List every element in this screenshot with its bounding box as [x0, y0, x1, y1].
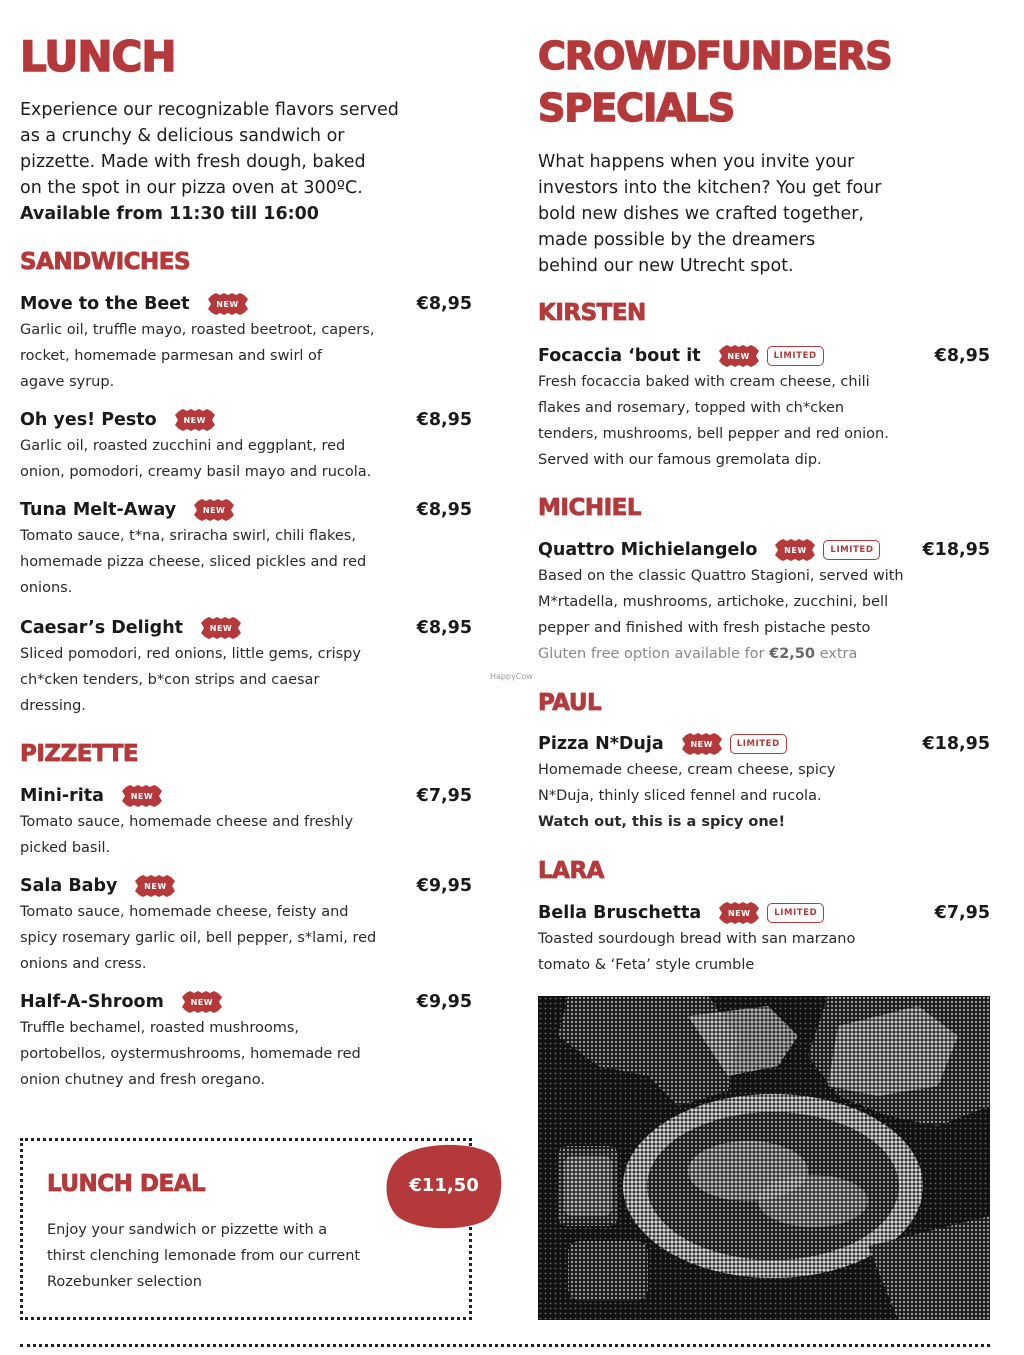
item-price: €8,95: [416, 500, 472, 520]
menu-item: [538, 731, 990, 835]
item-name: Bella Bruschetta: [538, 903, 702, 923]
item-name: Half-A-Shroom: [20, 992, 164, 1012]
new-badge: NEW: [135, 875, 175, 897]
bottom-divider: [20, 1344, 990, 1347]
new-badge: NEW: [122, 785, 162, 807]
item-price: €7,95: [934, 903, 990, 923]
menu-item: [538, 900, 990, 978]
new-badge: NEW: [775, 539, 815, 561]
spicy-warning: Watch out, this is a spicy one!: [538, 814, 786, 830]
lunch-intro: [20, 97, 472, 227]
pizzette-title: PIZZETTE: [20, 741, 139, 767]
menu-item: [20, 989, 472, 1093]
pizza-photo: [538, 996, 990, 1320]
lunch-deal-description: Enjoy your sandwich or pizzette with a thirst clenching lemonade from our current Rozebunker selection: [47, 1222, 361, 1290]
lunch-intro-line: as a crunchy & delicious sandwich or: [20, 126, 345, 146]
item-name: Oh yes! Pesto: [20, 410, 157, 430]
item-price: €18,95: [922, 734, 990, 754]
limited-badge: LIMITED: [767, 346, 824, 366]
section-title-paul: PAUL: [538, 690, 602, 716]
lunch-deal-title: LUNCH DEAL: [47, 1171, 206, 1197]
new-badge: NEW: [194, 499, 234, 521]
lunch-intro-line: pizzette. Made with fresh dough, baked: [20, 152, 366, 172]
item-name: Mini-rita: [20, 786, 104, 806]
item-name: Caesar’s Delight: [20, 618, 184, 638]
menu-item: [20, 783, 472, 861]
item-name: Sala Baby: [20, 876, 118, 896]
limited-badge: LIMITED: [767, 903, 824, 923]
gluten-free-note: Gluten free option available for €2,50 extra: [538, 646, 858, 662]
sandwiches-title: SANDWICHES: [20, 249, 191, 275]
availability-hours: Available from 11:30 till 16:00: [20, 204, 319, 224]
item-description: Tomato sauce, homemade cheese and freshly picked basil.: [20, 814, 354, 856]
item-price: €9,95: [416, 876, 472, 896]
item-name: Move to the Beet: [20, 294, 190, 314]
menu-item: [20, 615, 472, 719]
new-badge: NEW: [719, 345, 759, 367]
item-description: Toasted sourdough bread with san marzano tomato & ‘Feta’ style crumble: [538, 931, 856, 973]
item-description: Homemade cheese, cream cheese, spicy N*Duja, thinly sliced fennel and rucola. Watch out, this is a spicy one!: [538, 757, 990, 835]
item-description: Fresh focaccia baked with cream cheese, chili flakes and rosemary, topped with ch*cken tenders, mushrooms, bell pepper and red onion. Served with our famous gremolata dip.: [538, 374, 889, 468]
menu-item: [20, 497, 472, 601]
new-badge: NEW: [175, 409, 215, 431]
menu-item: [20, 407, 472, 485]
item-price: €8,95: [416, 410, 472, 430]
item-name: Quattro Michielangelo: [538, 540, 758, 560]
item-price: €9,95: [416, 992, 472, 1012]
new-badge: NEW: [719, 902, 759, 924]
item-name: Tuna Melt-Away: [20, 500, 177, 520]
new-badge: NEW: [201, 617, 241, 639]
lunch-title: LUNCH: [20, 32, 176, 81]
new-badge: NEW: [208, 293, 248, 315]
lunch-intro-line: on the spot in our pizza oven at 300ºC.: [20, 178, 363, 198]
item-price: €18,95: [922, 540, 990, 560]
limited-badge: LIMITED: [823, 540, 880, 560]
item-name: Focaccia ‘bout it: [538, 346, 701, 366]
menu-item: [538, 343, 990, 473]
item-price: €8,95: [416, 618, 472, 638]
item-price: €8,95: [416, 294, 472, 314]
lunch-intro-line: Experience our recognizable flavors served: [20, 100, 399, 120]
new-badge: NEW: [682, 733, 722, 755]
section-title-lara: LARA: [538, 858, 604, 884]
section-title-michiel: MICHIEL: [538, 495, 641, 521]
item-description: Garlic oil, roasted zucchini and eggplant, red onion, pomodori, creamy basil mayo and rucola.: [20, 438, 372, 480]
new-badge: NEW: [182, 991, 222, 1013]
item-description: Garlic oil, truffle mayo, roasted beetroot, capers, rocket, homemade parmesan and swirl of agave syrup.: [20, 322, 375, 390]
happycow-watermark: HappyCow: [490, 672, 533, 681]
item-description: Tomato sauce, t*na, sriracha swirl, chili flakes, homemade pizza cheese, sliced pickles and red onions.: [20, 528, 367, 596]
menu-item: [20, 873, 472, 977]
item-description: Truffle bechamel, roasted mushrooms, portobellos, oystermushrooms, homemade red onion chutney and fresh oregano.: [20, 1020, 361, 1088]
lunch-deal-price: €11,50: [409, 1174, 479, 1196]
menu-item: [20, 291, 472, 395]
item-name: Pizza N*Duja: [538, 734, 664, 754]
item-price: €8,95: [934, 346, 990, 366]
lunch-deal-price-blob: [385, 1140, 503, 1230]
item-description: Based on the classic Quattro Stagioni, served with M*rtadella, mushrooms, artichoke, zucchini, bell pepper and finished with fresh pistache pesto Gluten free option available for €2,50 extra: [538, 563, 990, 667]
item-description: Sliced pomodori, red onions, little gems, crispy ch*cken tenders, b*con strips and caesar dressing.: [20, 646, 361, 714]
section-title-kirsten: KIRSTEN: [538, 300, 646, 326]
limited-badge: LIMITED: [730, 734, 787, 754]
pizza-photo-image: [538, 996, 990, 1320]
menu-item: [538, 537, 990, 667]
crowdfunders-title: CROWDFUNDERS SPECIALS: [538, 34, 892, 130]
item-price: €7,95: [416, 786, 472, 806]
item-description: Tomato sauce, homemade cheese, feisty and spicy rosemary garlic oil, bell pepper, s*lami, red onions and cress.: [20, 904, 377, 972]
crowdfunders-intro: What happens when you invite your investors into the kitchen? You get four bold new dishes we crafted together, made possible by the dreamers behind our new Utrecht spot.: [538, 152, 882, 276]
